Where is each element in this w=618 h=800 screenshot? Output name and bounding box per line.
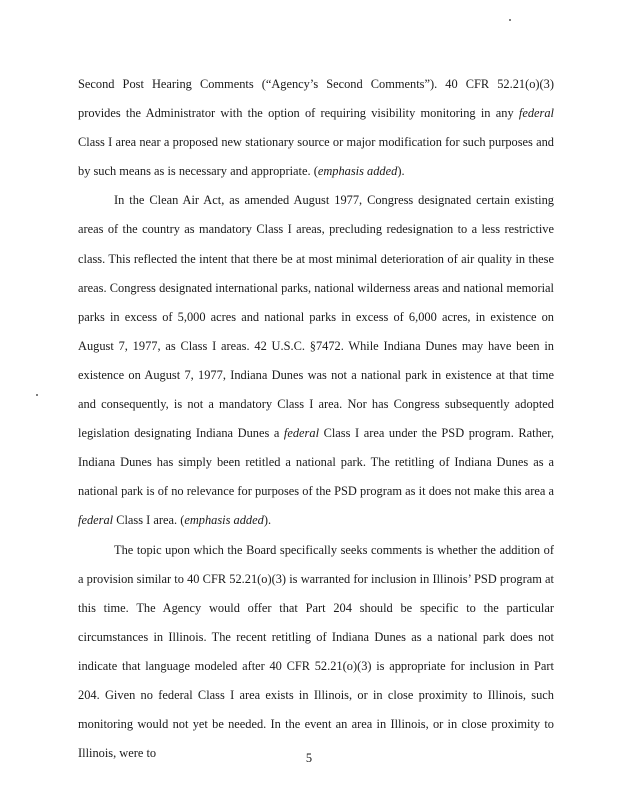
paragraph <box>78 186 554 535</box>
document-body <box>78 70 554 768</box>
emphasized-text: federal <box>283 426 320 441</box>
emphasized-text: emphasis added <box>184 513 264 528</box>
paragraph-text: In the Clean Air Act, as amended August 1977, Congress designated certain existing areas of the country as mandatory Class I areas, precluding redesignation to a less restrictive class. This reflected the intent that there be at most minimal deterioration of air quality in these areas. Congress designated international parks, national wilderness areas and national memorial parks in excess of 5,000 acres and national parks in excess of 6,000 acres, in existence on August 7, 1977, as Class I areas. 42 U.S.C. §7472. While Indiana Dunes may have been in existence on August 7, 1977, Indiana Dunes was not a national park in existence at that time and consequently, is not a mandatory Class I area. Nor has Congress subsequently adopted legislation designating Indiana Dunes a <box>78 193 554 441</box>
paragraph-text: ). <box>397 164 405 179</box>
scan-speck <box>509 19 511 21</box>
paragraph-text: The topic upon which the Board specifically seeks comments is whether the addition of a provision similar to 40 CFR 52.21(o)(3) is warranted for inclusion in Illinois’ PSD program at this time. The Agency would offer that Part 204 should be specific to the particular circumstances in Illinois. The recent retitling of Indiana Dunes as a national park does not indicate that language modeled after 40 CFR 52.21(o)(3) is appropriate for inclusion in Part 204. Given no federal Class I area exists in Illinois, or in close proximity to Illinois, such monitoring would not yet be needed. In the event an area in Illinois, or in close proximity to Illinois, were to <box>78 542 554 761</box>
scan-speck <box>36 394 38 396</box>
paragraph-text: ). <box>263 513 272 528</box>
emphasized-text: emphasis added <box>317 164 398 179</box>
page-number: 5 <box>305 751 313 765</box>
paragraph-text: Class I area. ( <box>113 513 185 528</box>
emphasized-text: federal <box>78 513 114 528</box>
paragraph-text: Class I area near a proposed new stationary source or major modification for such purposes and by such means as is necessary and appropriate. ( <box>78 135 554 179</box>
paragraph <box>78 536 554 769</box>
paragraph <box>78 70 554 186</box>
paragraph-text: Class I area under the PSD program. Rather, Indiana Dunes has simply been retitled a national park. The retitling of Indiana Dunes as a national park is of no relevance for purposes of the PSD program as it does not make this area a <box>78 426 554 499</box>
emphasized-text: federal <box>518 106 554 121</box>
paragraph-text: Second Post Hearing Comments (“Agency’s Second Comments”). 40 CFR 52.21(o)(3) provides the Administrator with the option of requiring visibility monitoring in any <box>78 77 554 121</box>
